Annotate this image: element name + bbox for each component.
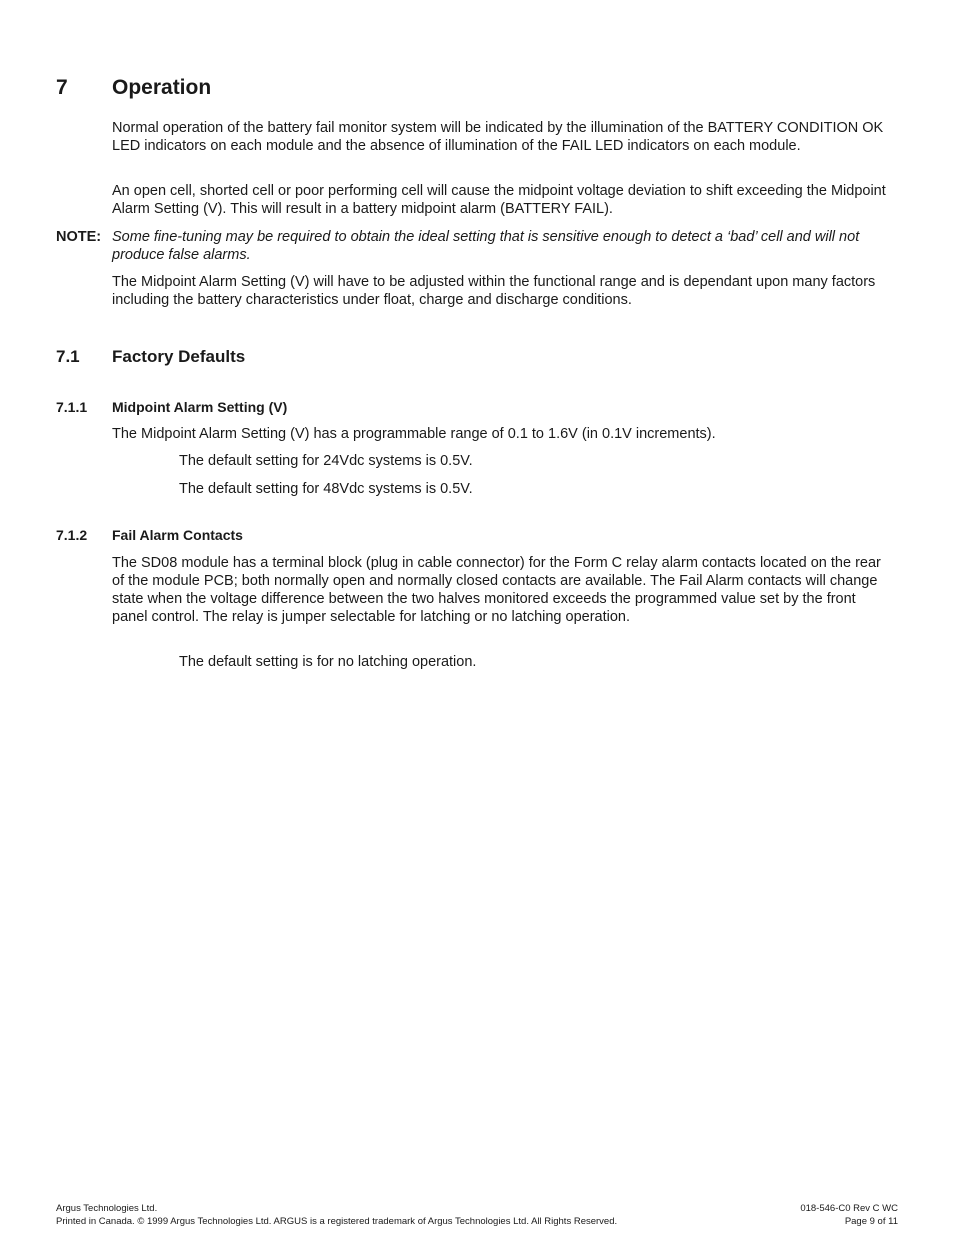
section-7-1-title: Factory Defaults [112, 347, 246, 366]
section-7-paragraph-2: An open cell, shorted cell or poor performing cell will cause the midpoint voltage deviation to shift exceeding the Midpoint Alarm Setting (V). This will result in a battery midpoint alarm (BATTERY FAIL). [112, 183, 886, 217]
section-7-1-2-number: 7.1.2 [56, 527, 88, 543]
section-7-number: 7 [56, 76, 68, 99]
section-7-1-1-title: Midpoint Alarm Setting (V) [112, 399, 288, 415]
note-text: Some fine-tuning may be required to obtain the ideal setting that is sensitive enough to detect a ‘bad’ cell and will not produce false alarms. [112, 229, 860, 263]
default-24vdc: The default setting for 24Vdc systems is 0.5V. [179, 453, 473, 469]
section-7-paragraph-1: Normal operation of the battery fail monitor system will be indicated by the illumination of the BATTERY CONDITION OK LED indicators on each module and the absence of illumination of the FAIL LED indicators on each module. [112, 120, 884, 154]
section-7-title: Operation [112, 76, 212, 99]
section-7-1-1-text: The Midpoint Alarm Setting (V) has a programmable range of 0.1 to 1.6V (in 0.1V increments). [112, 426, 716, 442]
footer-copyright: Printed in Canada. © 1999 Argus Technologies Ltd. ARGUS is a registered trademark of Argus Technologies Ltd. All Rights Reserved. [56, 1216, 618, 1227]
default-latching: The default setting is for no latching operation. [179, 654, 477, 670]
section-7-1-number: 7.1 [56, 347, 80, 366]
footer-page-number: Page 9 of 11 [844, 1216, 898, 1227]
section-7-1-2-title: Fail Alarm Contacts [112, 527, 243, 543]
footer-company: Argus Technologies Ltd. [56, 1203, 158, 1214]
note-label: NOTE: [56, 229, 102, 245]
section-7-1-2-text: The SD08 module has a terminal block (plug in cable connector) for the Form C relay alarm contacts located on the rear of the module PCB; both normally open and normally closed contacts are available. The Fail Alarm contacts will change state when the voltage difference between the two halves monitored exceeds the programmed value set by the front panel control. The relay is jumper selectable for latching or no latching operation. [112, 555, 881, 625]
section-7-paragraph-3: The Midpoint Alarm Setting (V) will have to be adjusted within the functional range and is dependant upon many factors including the battery characteristics under float, charge and discharge conditions. [112, 274, 876, 308]
footer-doc-number: 018-546-C0 Rev C WC [800, 1203, 898, 1214]
section-7-1-1-number: 7.1.1 [56, 399, 88, 415]
default-48vdc: The default setting for 48Vdc systems is 0.5V. [179, 481, 473, 497]
